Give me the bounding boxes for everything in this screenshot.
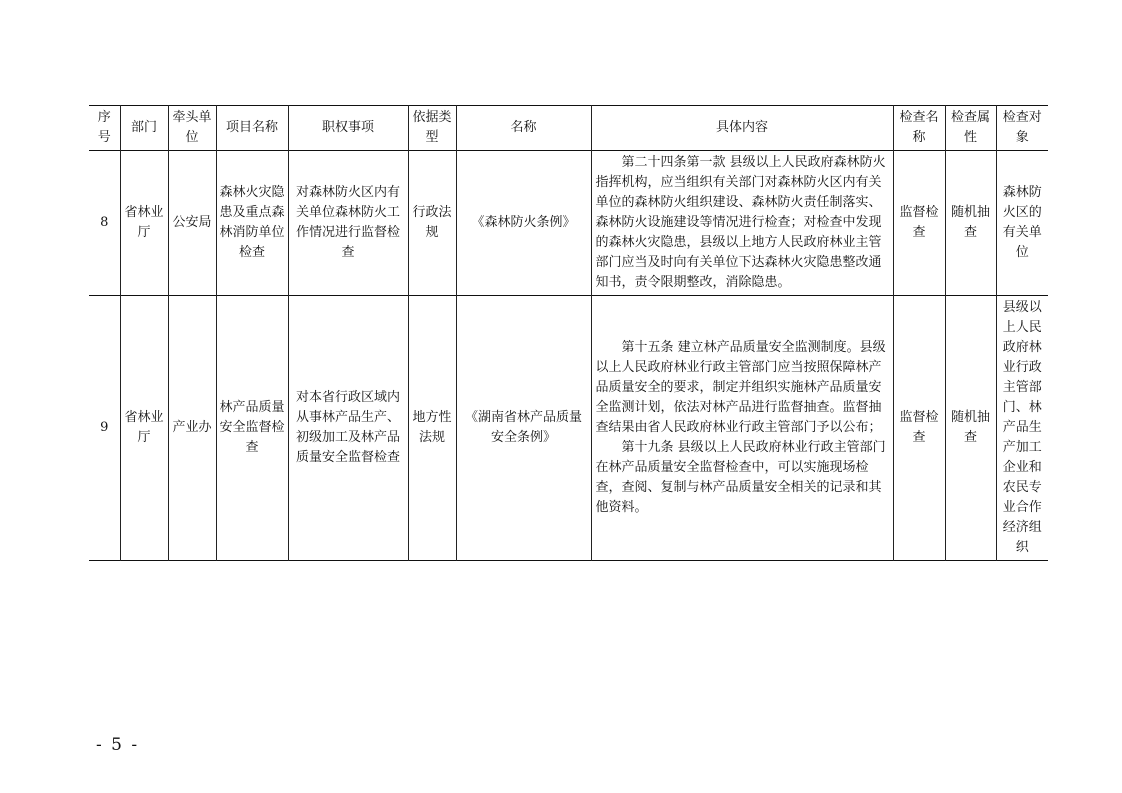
cell-content [591,151,893,296]
cell-content [591,296,893,561]
cell-name: 《森林防火条例》 [456,151,591,296]
cell-seq: 9 [89,296,120,561]
cell-power: 对本省行政区域内从事林产品生产、初级加工及林产品质量安全监督检查 [288,296,408,561]
cell-basis-type: 地方性法规 [408,296,456,561]
cell-check-name: 监督检查 [893,151,945,296]
header-content: 具体内容 [591,106,893,151]
content-paragraph: 第二十四条第一款 县级以上人民政府森林防火指挥机构，应当组织有关部门对森林防火区内有关单位的森林防火组织建设、森林防火责任制落实、森林防火设施建设等情况进行检查；对检查中发现的森林火灾隐患，县级以上地方人民政府林业主管部门应当及时向有关单位下达森林火灾隐患整改通知书，责令限期整改，消除隐患。 [595,155,886,290]
content-paragraph: 第十五条 建立林产品质量安全监测制度。县级以上人民政府林业行政主管部门应当按照保障林产品质量安全的要求，制定并组织实施林产品质量安全监测计划，依法对林产品进行监督抽查。监督抽查结果由省人民政府林业行政主管部门予以公布； [595,340,886,435]
cell-check-attr: 随机抽查 [945,151,996,296]
cell-project: 森林火灾隐患及重点森林消防单位检查 [216,151,288,296]
page-number: - 5 - [96,735,140,755]
table-row [89,151,1048,296]
header-dept: 部门 [120,106,168,151]
cell-lead: 产业办 [168,296,216,561]
cell-check-target: 森林防火区的有关单位 [996,151,1048,296]
cell-check-attr: 随机抽查 [945,296,996,561]
header-check-name: 检查名称 [893,106,945,151]
header-basis-type: 依据类型 [408,106,456,151]
content-paragraph: 第十九条 县级以上人民政府林业行政主管部门在林产品质量安全监督检查中，可以实施现场检查，查阅、复制与林产品质量安全相关的记录和其他资料。 [595,440,886,515]
cell-dept: 省林业厅 [120,296,168,561]
header-check-attr: 检查属性 [945,106,996,151]
table-row [89,296,1048,561]
cell-check-target: 县级以上人民政府林业行政主管部门、林产品生产加工企业和农民专业合作经济组织 [996,296,1048,561]
inspection-table [89,105,1048,561]
table-header-row [89,106,1048,151]
cell-dept: 省林业厅 [120,151,168,296]
cell-lead: 公安局 [168,151,216,296]
header-lead: 牵头单位 [168,106,216,151]
header-power: 职权事项 [288,106,408,151]
cell-power: 对森林防火区内有关单位森林防火工作情况进行监督检查 [288,151,408,296]
header-seq: 序号 [89,106,120,151]
header-check-target: 检查对象 [996,106,1048,151]
cell-name: 《湖南省林产品质量安全条例》 [456,296,591,561]
header-project: 项目名称 [216,106,288,151]
header-name: 名称 [456,106,591,151]
cell-seq: 8 [89,151,120,296]
cell-project: 林产品质量安全监督检查 [216,296,288,561]
cell-basis-type: 行政法规 [408,151,456,296]
cell-check-name: 监督检查 [893,296,945,561]
